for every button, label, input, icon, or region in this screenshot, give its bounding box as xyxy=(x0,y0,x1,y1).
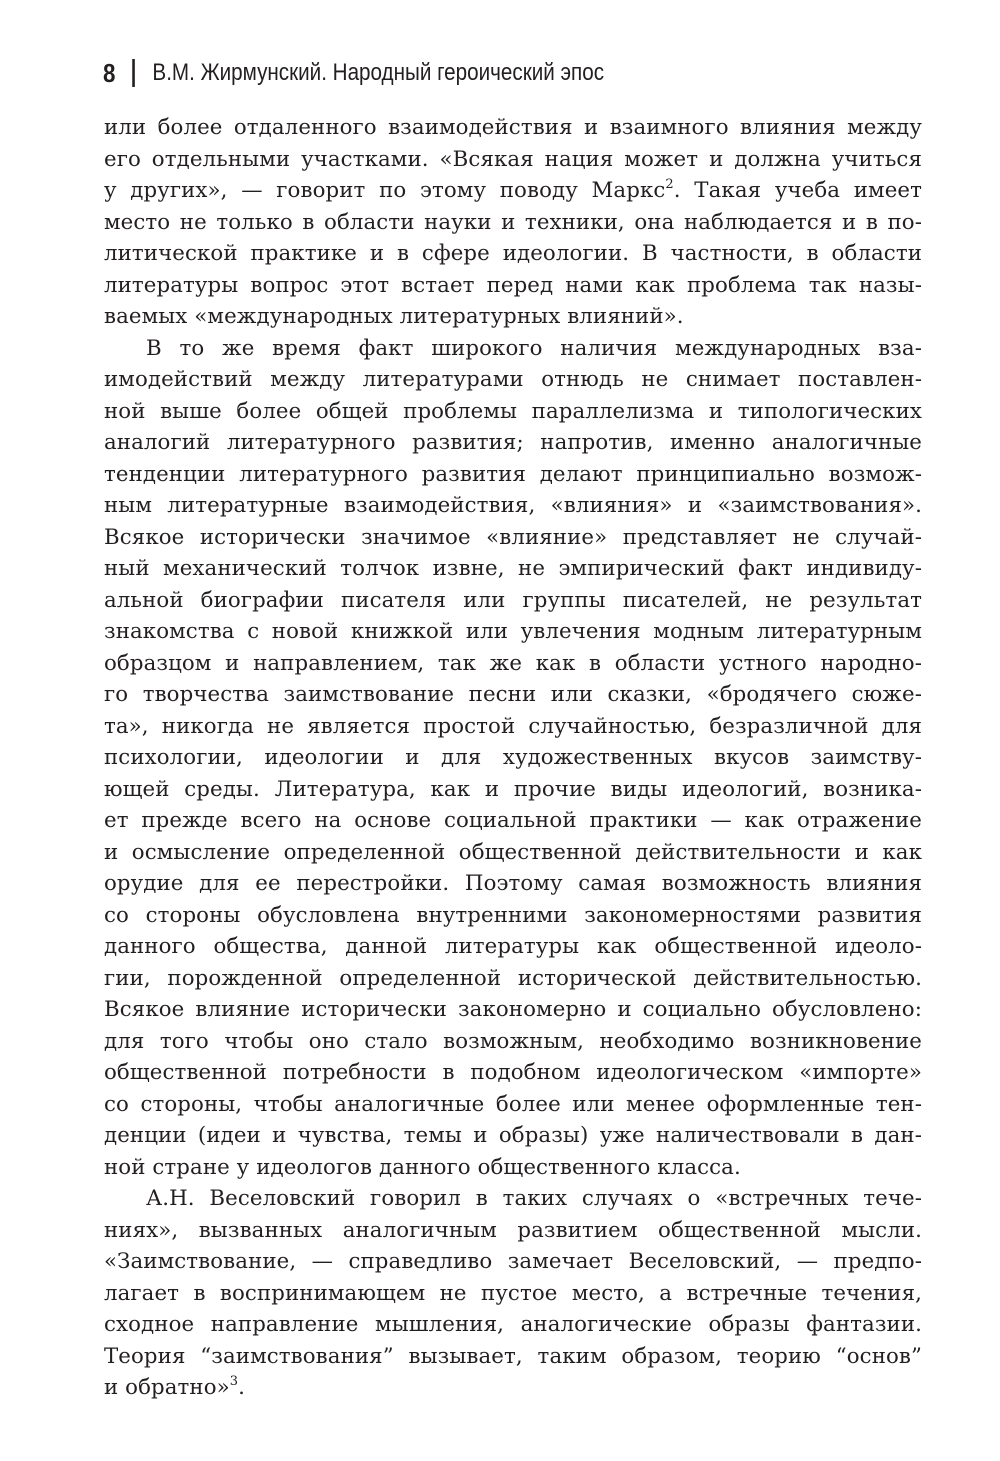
text-line xyxy=(104,648,922,680)
text-line xyxy=(104,490,922,522)
line-text xyxy=(104,396,922,428)
text-run: орудие для ее перестройки. Поэтому самая возможность влияния xyxy=(104,871,922,896)
line-text xyxy=(146,1183,922,1215)
text-run: психологии, идеологии и для художественных вкусов заимству- xyxy=(104,745,922,770)
text-run: место не только в области науки и техники, она наблюдается и в по- xyxy=(104,209,922,235)
line-text xyxy=(104,1278,922,1310)
text-line xyxy=(104,1057,922,1089)
text-line xyxy=(104,112,922,144)
line-text xyxy=(104,304,684,329)
text-run: альной биографии писателя или группы писателей, не результат xyxy=(104,587,922,613)
line-text xyxy=(104,648,922,680)
text-run: сходное направление мышления, аналогические образы фантазии. xyxy=(104,1312,922,1337)
line-text xyxy=(104,175,922,207)
text-run: имодействий между литературами отнюдь не снимает поставлен- xyxy=(104,367,922,392)
text-run: тенденции литературного развития делают принципиально возмож- xyxy=(104,461,922,487)
line-text xyxy=(104,963,922,995)
text-line xyxy=(104,522,922,554)
line-text xyxy=(104,900,922,932)
text-run: та», никогда не является простой случайностью, безразличной для xyxy=(104,713,922,739)
text-run: . Такая учеба имеет xyxy=(673,178,922,203)
text-run: . xyxy=(238,1375,246,1400)
text-run: ет прежде всего на основе социальной практики — как отражение xyxy=(104,808,922,833)
footnote-ref: 2 xyxy=(665,177,674,192)
line-text xyxy=(104,270,922,302)
line-text xyxy=(104,427,922,459)
text-run: литературы вопрос этот встает перед нами как проблема так назы- xyxy=(104,272,922,298)
text-line xyxy=(104,837,922,869)
text-line xyxy=(104,1246,922,1278)
text-run: ной выше более общей проблемы параллелизма и типологических xyxy=(104,398,922,424)
text-run: литической практике и в сфере идеологии. В частности, в области xyxy=(104,241,922,266)
line-text xyxy=(104,490,922,522)
header-divider xyxy=(133,59,136,87)
line-text xyxy=(104,238,922,270)
text-line xyxy=(104,1183,922,1215)
running-header xyxy=(103,56,604,90)
text-line xyxy=(104,238,922,270)
line-text xyxy=(104,1309,922,1341)
text-line xyxy=(104,742,922,774)
text-line xyxy=(104,1278,922,1310)
text-line xyxy=(104,679,922,711)
line-text xyxy=(104,711,922,743)
paragraph xyxy=(104,112,922,333)
line-text xyxy=(104,364,922,396)
line-text xyxy=(104,585,922,617)
text-run: или более отдаленного взаимодействия и взаимного влияния между xyxy=(104,115,922,140)
text-line xyxy=(104,301,922,333)
text-line xyxy=(104,144,922,176)
text-line xyxy=(104,427,922,459)
line-text xyxy=(146,333,922,365)
text-line xyxy=(104,1215,922,1247)
text-line xyxy=(104,711,922,743)
line-text xyxy=(104,112,922,144)
line-text xyxy=(104,144,922,176)
text-line xyxy=(104,1152,922,1184)
text-line xyxy=(104,207,922,239)
text-line xyxy=(104,1309,922,1341)
text-line xyxy=(104,963,922,995)
line-text xyxy=(104,207,922,239)
text-run: Всякое влияние исторически закономерно и социально обусловлено: xyxy=(104,997,922,1022)
text-run: гии, порожденной определенной исторической действительностью. xyxy=(104,965,922,991)
text-run: ющей среды. Литература, как и прочие виды идеологий, возника- xyxy=(104,776,922,802)
text-line xyxy=(104,616,922,648)
text-line xyxy=(104,774,922,806)
text-line xyxy=(104,459,922,491)
text-line xyxy=(104,868,922,900)
line-text xyxy=(104,1375,245,1400)
line-text xyxy=(104,742,922,774)
line-text xyxy=(104,868,922,900)
text-line xyxy=(104,270,922,302)
running-title: В.М. Жирмунский. Народный героический эпос xyxy=(152,59,605,86)
text-run: В то же время факт широкого наличия международных вза- xyxy=(146,335,922,361)
text-run: и обратно» xyxy=(104,1375,230,1400)
line-text xyxy=(104,1057,922,1089)
paragraph xyxy=(104,333,922,1184)
line-text xyxy=(104,1155,741,1180)
text-run: его отдельными участками. «Всякая нация может и должна учиться xyxy=(104,146,922,172)
text-run: данного общества, данной литературы как общественной идеоло- xyxy=(104,934,922,959)
line-text xyxy=(104,616,922,648)
text-line xyxy=(104,1341,922,1373)
text-run: денции (идеи и чувства, темы и образы) уже наличествовали в дан- xyxy=(104,1123,922,1148)
text-run: и осмысление определенной общественной действительности и как xyxy=(104,839,922,865)
body-text xyxy=(104,112,922,1404)
page-number: 8 xyxy=(103,57,116,88)
text-run: образцом и направлением, так же как в области устного народно- xyxy=(104,650,922,676)
text-run: со стороны обусловлена внутренними закономерностями развития xyxy=(104,902,922,928)
line-text xyxy=(104,1089,922,1121)
text-line xyxy=(104,931,922,963)
text-line xyxy=(104,396,922,428)
footnote-ref: 3 xyxy=(229,1374,239,1389)
line-text xyxy=(104,931,922,963)
text-line xyxy=(104,364,922,396)
text-line xyxy=(104,805,922,837)
text-line xyxy=(104,1089,922,1121)
line-text xyxy=(104,837,922,869)
text-run: Всякое исторически значимое «влияние» представляет не случай- xyxy=(104,524,922,550)
line-text xyxy=(104,994,922,1026)
text-line xyxy=(104,900,922,932)
line-text xyxy=(104,1341,922,1373)
line-text xyxy=(104,774,922,806)
text-line xyxy=(104,1026,922,1058)
line-text xyxy=(104,805,922,837)
text-run: лагает в воспринимающем не пустое место, а встречные течения, xyxy=(104,1280,922,1306)
text-line xyxy=(104,175,922,207)
text-run: знакомства с новой книжкой или увлечения модным литературным xyxy=(104,619,922,644)
text-run: ваемых «международных литературных влияний». xyxy=(104,304,684,329)
text-line xyxy=(104,553,922,585)
text-run: для того чтобы оно стало возможным, необходимо возникновение xyxy=(104,1028,922,1054)
text-run: аналогий литературного развития; напротив, именно аналогичные xyxy=(104,430,922,455)
line-text xyxy=(104,1215,922,1247)
line-text xyxy=(104,679,922,711)
text-run: А.Н. Веселовский говорил в таких случаях о «встречных тече- xyxy=(146,1186,922,1211)
text-run: ниях», вызванных аналогичным развитием общественной мысли. xyxy=(104,1217,922,1243)
text-run: ной стране у идеологов данного общественного класса. xyxy=(104,1154,741,1180)
line-text xyxy=(104,553,922,585)
text-line xyxy=(104,1120,922,1152)
line-text xyxy=(104,1246,922,1278)
text-run: ным литературные взаимодействия, «влияния» и «заимствования». xyxy=(104,493,922,518)
text-line xyxy=(104,994,922,1026)
text-run: у других», — говорит по этому поводу Маркс xyxy=(104,178,666,203)
line-text xyxy=(104,522,922,554)
text-run: со стороны, чтобы аналогичные более или менее оформленные тен- xyxy=(104,1091,922,1117)
text-line xyxy=(104,1372,922,1404)
text-run: общественной потребности в подобном идеологическом «импорте» xyxy=(104,1060,922,1085)
line-text xyxy=(104,459,922,491)
text-run: Теория “заимствования” вызывает, таким образом, теорию “основ” xyxy=(104,1343,922,1369)
text-line xyxy=(104,585,922,617)
text-line xyxy=(104,333,922,365)
text-run: «Заимствование, — справедливо замечает Веселовский, — предпо- xyxy=(104,1249,922,1274)
line-text xyxy=(104,1120,922,1152)
text-run: ный механический толчок извне, не эмпирический факт индивиду- xyxy=(104,556,922,581)
line-text xyxy=(104,1026,922,1058)
paragraph xyxy=(104,1183,922,1404)
text-run: го творчества заимствование песни или сказки, «бродячего сюже- xyxy=(104,682,922,707)
